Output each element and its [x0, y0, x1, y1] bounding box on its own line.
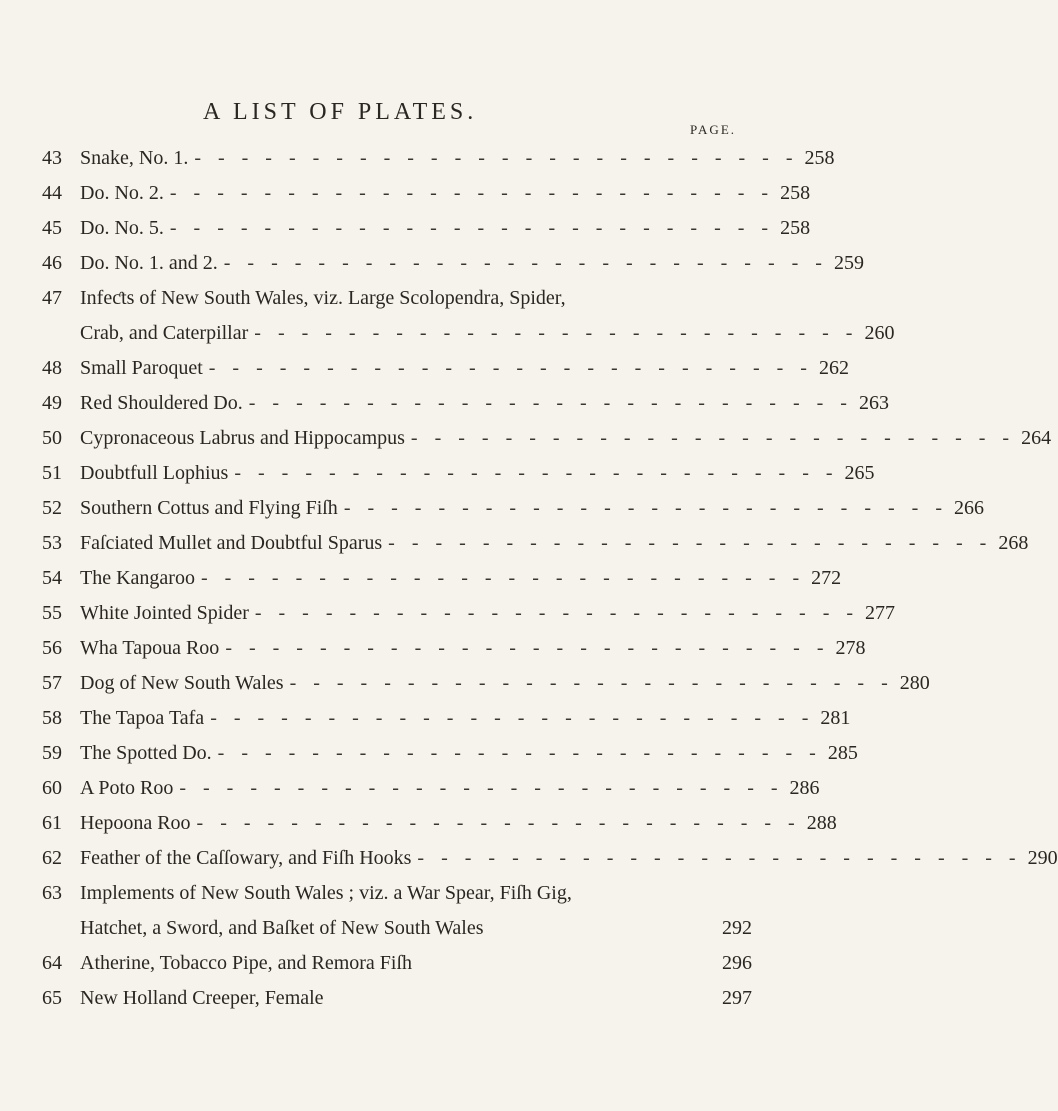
leader-dots: - - - - - - - - - - - - - - - - - - - - - - - - - -: [194, 147, 799, 169]
plate-number: 64: [42, 952, 62, 974]
list-item: [42, 141, 835, 176]
plate-number: 47: [42, 287, 62, 309]
leader-dots: - - - - - - - - - - - - - - - - - - - - - - - - - -: [169, 217, 775, 239]
list-item: [42, 841, 1058, 876]
list-item: [42, 561, 842, 596]
plate-number: 52: [42, 497, 62, 519]
page-number: 266: [953, 497, 984, 519]
page-number: 292: [722, 917, 752, 939]
page-number: 281: [820, 707, 851, 729]
page-number: 262: [818, 357, 849, 379]
page-number: 296: [722, 952, 752, 974]
plates-list: [42, 141, 1058, 1016]
leader-dots: - - - - - - - - - - - - - - - - - - - - - - - - - -: [179, 777, 784, 799]
plate-title: Feather of the Caſſowary, and Fiſh Hooks: [80, 847, 412, 869]
list-item: [42, 596, 896, 631]
plate-title: White Jointed Spider: [80, 602, 249, 624]
page-number: 259: [833, 252, 864, 274]
page-number: 286: [789, 777, 820, 799]
plate-number: 45: [42, 217, 62, 239]
plate-number: 62: [42, 847, 62, 869]
list-item: [42, 281, 895, 351]
list-item: [42, 631, 866, 666]
list-item: [42, 456, 875, 491]
page-number: 288: [806, 812, 837, 834]
plate-title: The Spotted Do.: [80, 742, 212, 764]
page-number: 260: [864, 322, 895, 344]
list-item: [42, 876, 752, 946]
plate-number: 54: [42, 567, 62, 589]
plate-title: The Tapoa Tafa: [80, 707, 205, 729]
plate-title: Do. No. 5.: [80, 217, 164, 239]
plate-title: Do. No. 2.: [80, 182, 164, 204]
list-item: [42, 351, 849, 386]
plate-title: Wha Tapoua Roo: [80, 637, 220, 659]
plate-title: Do. No. 1. and 2.: [80, 252, 218, 274]
list-item: [42, 491, 984, 526]
plate-number: 44: [42, 182, 62, 204]
plate-number: 55: [42, 602, 62, 624]
list-item: [42, 806, 837, 841]
leader-dots: - - - - - - - - - - - - - - - - - - - - - - - - - -: [217, 742, 822, 764]
page-number: 258: [780, 182, 811, 204]
plate-title: Dog of New South Wales: [80, 672, 284, 694]
plate-title: Small Paroquet: [80, 357, 203, 379]
leader-dots: - - - - - - - - - - - - - - - - - - - - - - - - - -: [254, 322, 859, 344]
leader-dots: - - - - - - - - - - - - - - - - - - - - - - - - - -: [225, 637, 830, 659]
page-number: 285: [827, 742, 858, 764]
leader-dots: - - - - - - - - - - - - - - - - - - - - - - - - - -: [208, 357, 813, 379]
list-item: [42, 421, 1052, 456]
plate-title: Hepoona Roo: [80, 812, 191, 834]
page-number: 290: [1027, 847, 1058, 869]
plate-number: 58: [42, 707, 62, 729]
page-number: 277: [865, 602, 896, 624]
plate-title: Doubtfull Lophius: [80, 462, 229, 484]
page-number: 268: [998, 532, 1029, 554]
plate-number: 43: [42, 147, 62, 169]
page-number: 278: [835, 637, 866, 659]
plate-title: Infeƈts of New South Wales, viz. Large Scolopendra, Spider,: [80, 287, 566, 309]
list-item: [42, 211, 811, 246]
page-title: A LIST OF PLATES.: [203, 99, 478, 125]
plate-title-continued: Crab, and Caterpillar: [80, 322, 249, 344]
list-item: [42, 386, 889, 421]
plate-number: 61: [42, 812, 62, 834]
page-number: 297: [722, 987, 752, 1009]
list-item: [42, 771, 820, 806]
plate-number: 53: [42, 532, 62, 554]
list-item: [42, 981, 752, 1016]
plate-number: 63: [42, 882, 62, 904]
plate-number: 57: [42, 672, 62, 694]
plate-number: 50: [42, 427, 62, 449]
page-number: 265: [844, 462, 875, 484]
leader-dots: - - - - - - - - - - - - - - - - - - - - - - - - - -: [200, 567, 806, 589]
plate-title: Cypronaceous Labrus and Hippocampus: [80, 427, 405, 449]
plate-title: A Poto Roo: [80, 777, 174, 799]
list-item: [42, 526, 1029, 561]
list-item: [42, 666, 930, 701]
plate-number: 60: [42, 777, 62, 799]
leader-dots: - - - - - - - - - - - - - - - - - - - - - - - - - -: [169, 182, 775, 204]
list-item: [42, 176, 811, 211]
plate-title-continued: Hatchet, a Sword, and Baſket of New South Wales: [80, 917, 484, 939]
plate-number: 65: [42, 987, 62, 1009]
leader-dots: - - - - - - - - - - - - - - - - - - - - - - - - - -: [234, 462, 839, 484]
leader-dots: - - - - - - - - - - - - - - - - - - - - - - - - - -: [289, 672, 894, 694]
plate-number: 56: [42, 637, 62, 659]
plate-title: Faſciated Mullet and Doubtful Sparus: [80, 532, 383, 554]
list-item: [42, 946, 752, 981]
leader-dots: - - - - - - - - - - - - - - - - - - - - - - - - - -: [410, 427, 1016, 449]
page-number: 272: [811, 567, 842, 589]
plate-number: 51: [42, 462, 62, 484]
plate-title: Southern Cottus and Flying Fiſh: [80, 497, 338, 519]
list-item: [42, 701, 851, 736]
plate-title: New Holland Creeper, Female: [80, 987, 324, 1009]
leader-dots: - - - - - - - - - - - - - - - - - - - - - - - - - -: [196, 812, 801, 834]
page-number: 263: [858, 392, 889, 414]
page-number: 258: [804, 147, 835, 169]
leader-dots: - - - - - - - - - - - - - - - - - - - - - - - - - -: [210, 707, 815, 729]
list-item: [42, 736, 858, 771]
page-number: 258: [780, 217, 811, 239]
list-item: [42, 246, 864, 281]
plate-title: Snake, No. 1.: [80, 147, 189, 169]
leader-dots: - - - - - - - - - - - - - - - - - - - - - - - - - -: [388, 532, 993, 554]
plate-number: 59: [42, 742, 62, 764]
leader-dots: - - - - - - - - - - - - - - - - - - - - - - - - - -: [254, 602, 860, 624]
leader-dots: - - - - - - - - - - - - - - - - - - - - - - - - - -: [417, 847, 1022, 869]
plate-number: 46: [42, 252, 62, 274]
leader-dots: - - - - - - - - - - - - - - - - - - - - - - - - - -: [343, 497, 948, 519]
plate-title: Red Shouldered Do.: [80, 392, 243, 414]
plate-title: Atherine, Tobacco Pipe, and Remora Fiſh: [80, 952, 413, 974]
plate-number: 48: [42, 357, 62, 379]
page-number: 264: [1021, 427, 1052, 449]
plate-title: Implements of New South Wales ; viz. a War Spear, Fiſh Gig,: [80, 882, 572, 904]
leader-dots: - - - - - - - - - - - - - - - - - - - - - - - - - -: [248, 392, 853, 414]
page-number: 280: [899, 672, 930, 694]
plate-number: 49: [42, 392, 62, 414]
plate-title: The Kangaroo: [80, 567, 195, 589]
page-column-label: PAGE.: [690, 122, 737, 137]
leader-dots: - - - - - - - - - - - - - - - - - - - - - - - - - -: [223, 252, 828, 274]
